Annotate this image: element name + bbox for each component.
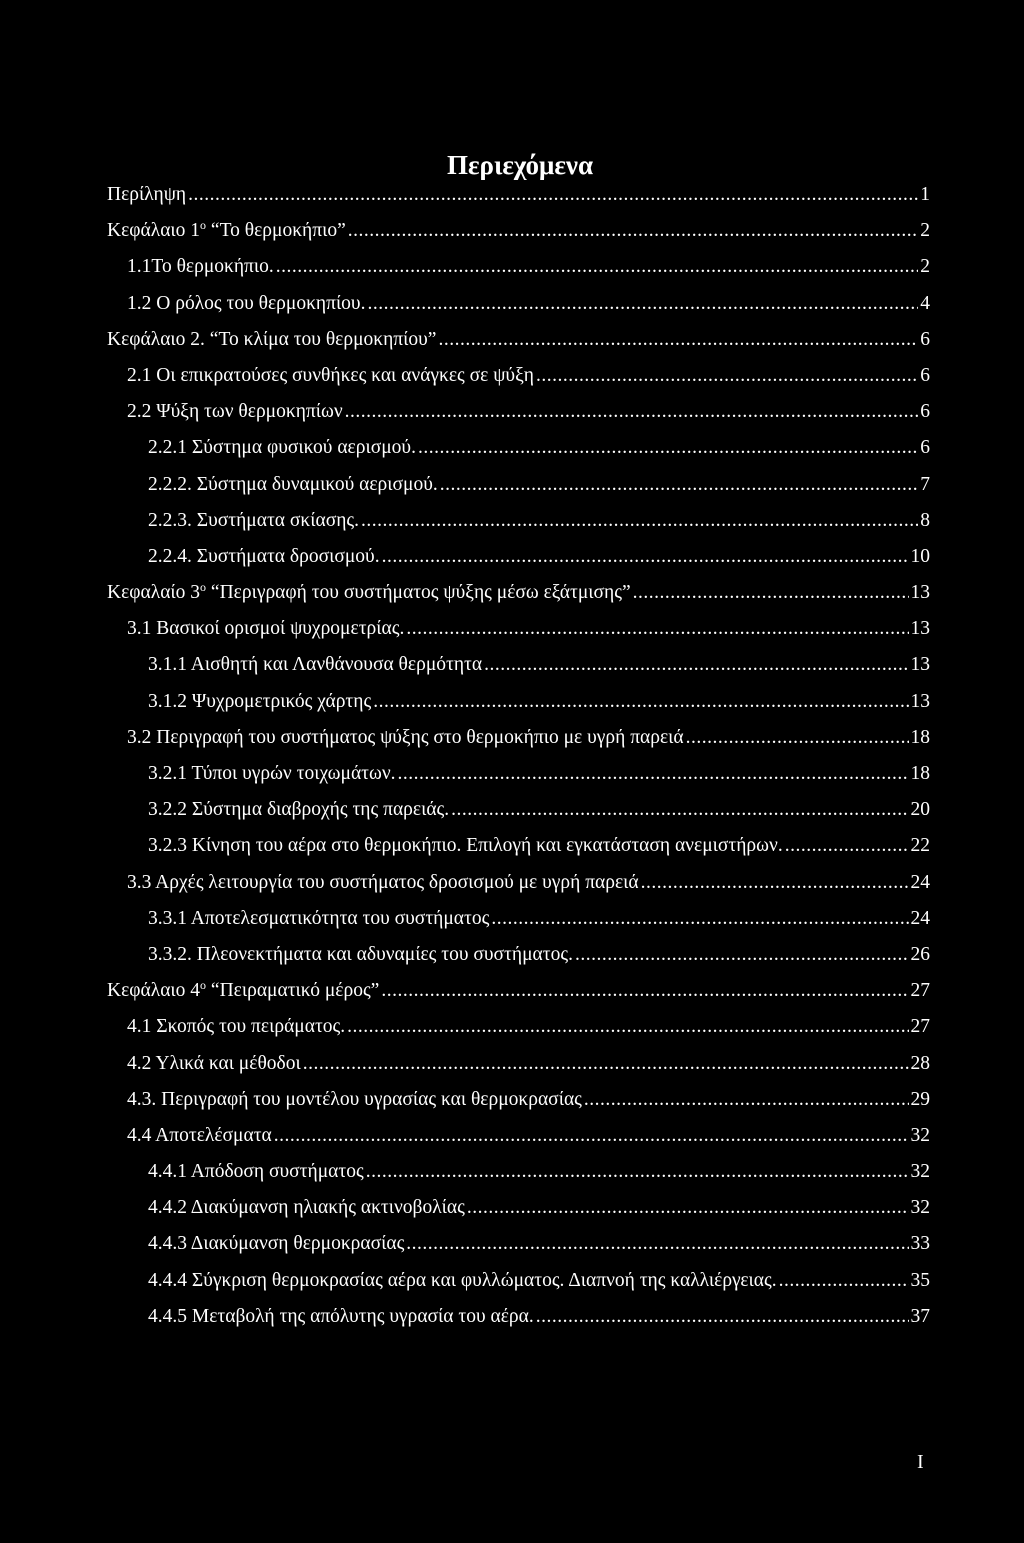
toc-entry-text: 4.2 Υλικά και μέθοδοι <box>127 1052 301 1074</box>
toc-entry-text: 4.4.3 Διακύμανση θερμοκρασίας <box>148 1233 405 1255</box>
toc-entry-text-continued: “Περιγραφή του συστήματος ψύξης μέσω εξάτμισης” <box>206 582 631 604</box>
toc-dot-leader <box>373 684 908 720</box>
toc-entry[interactable] <box>107 430 930 466</box>
toc-entry-title <box>127 358 536 394</box>
toc-entry-text: 4.4.1 Απόδοση συστήματος <box>148 1161 364 1183</box>
toc-dot-leader <box>366 1154 909 1190</box>
toc-entry[interactable] <box>107 1082 930 1118</box>
toc-entry-text: 4.3. Περιγραφή του μοντέλου υγρασίας και θερμοκρασίας <box>127 1088 582 1110</box>
toc-entry-page: 13 <box>910 618 930 640</box>
toc-dot-leader <box>451 792 908 828</box>
toc-dot-leader <box>440 467 919 503</box>
toc-entry-superscript: ο <box>200 978 207 993</box>
toc-entry[interactable] <box>107 973 930 1009</box>
toc-dot-leader <box>785 828 909 864</box>
toc-entry-text: 1.1Το θερμοκήπιο. <box>127 256 274 278</box>
toc-entry-text: 1.2 Ο ρόλος του θερμοκηπίου. <box>127 292 366 314</box>
toc-entry-title <box>148 503 361 539</box>
toc-entry-title <box>148 828 785 864</box>
toc-entry-title <box>127 1082 584 1118</box>
toc-dot-leader <box>641 865 909 901</box>
toc-entry-title <box>148 901 491 937</box>
toc-entry-text: Κεφάλαιο 2. “Το κλίμα του θερμοκηπίου” <box>107 328 437 350</box>
toc-entry[interactable] <box>107 1009 930 1045</box>
toc-dot-leader <box>491 901 908 937</box>
toc-entry[interactable] <box>107 322 930 358</box>
toc-dot-leader <box>686 720 909 756</box>
toc-entry-title <box>148 539 382 575</box>
toc-entry[interactable] <box>107 647 930 683</box>
toc-entry-text: 3.2.1 Τύποι υγρών τοιχωμάτων. <box>148 763 396 784</box>
toc-dot-leader <box>303 1046 909 1082</box>
toc-entry-text: Κεφάλαιο 4 <box>107 980 201 1002</box>
toc-entry[interactable] <box>107 286 930 322</box>
toc-entry[interactable] <box>107 865 930 901</box>
toc-entry[interactable] <box>107 1190 930 1226</box>
toc-entry[interactable] <box>107 828 930 864</box>
toc-entry-page: 13 <box>910 654 930 676</box>
toc-entry-title <box>148 430 418 466</box>
toc-entry[interactable] <box>107 539 930 575</box>
toc-entry-title <box>148 792 451 828</box>
toc-dot-leader <box>438 322 918 358</box>
toc-dot-leader <box>584 1082 909 1118</box>
toc-entry-title <box>107 322 438 358</box>
toc-dot-leader <box>418 430 918 466</box>
toc-entry-page: 7 <box>920 473 930 495</box>
toc-entry-page: 2 <box>920 220 930 242</box>
toc-entry-title <box>148 684 373 720</box>
toc-entry-title <box>127 249 276 285</box>
toc-entry[interactable] <box>107 1046 930 1082</box>
toc-entry[interactable] <box>107 756 930 792</box>
toc-dot-leader <box>536 1299 909 1335</box>
toc-entry-text: 4.4 Αποτελέσματα <box>127 1124 272 1146</box>
toc-entry-title <box>148 1190 467 1226</box>
toc-entry-title <box>127 865 641 901</box>
toc-entry[interactable] <box>107 213 930 249</box>
toc-dot-leader <box>347 1009 908 1045</box>
toc-entry-page: 4 <box>920 292 930 314</box>
toc-entry-page: 27 <box>910 1016 930 1038</box>
toc-entry-title <box>148 467 440 503</box>
toc-entry-text: 2.2.2. Σύστημα δυναμικού αερισμού. <box>148 473 438 495</box>
toc-entry-page: 32 <box>910 1197 930 1219</box>
toc-entry-title <box>127 1046 303 1082</box>
toc-entry-page: 22 <box>910 835 930 857</box>
toc-entry-text: 4.1 Σκοπός του πειράματος. <box>127 1016 346 1038</box>
toc-entry-page: 8 <box>920 509 930 531</box>
toc-entry[interactable] <box>107 575 930 611</box>
toc-entry[interactable] <box>107 937 930 973</box>
toc-entry-text: Κεφαλαίο 3 <box>107 582 201 604</box>
toc-entry[interactable] <box>107 611 930 647</box>
toc-entry-page: 32 <box>910 1124 930 1146</box>
toc-dot-leader <box>381 973 908 1009</box>
toc-entry-page: 10 <box>910 545 930 567</box>
toc-entry-page: 32 <box>910 1161 930 1183</box>
toc-entry-page: 6 <box>920 328 930 350</box>
toc-entry-text: 3.2.3 Κίνηση του αέρα στο θερμοκήπιο. Επιλογή και εγκατάσταση ανεμιστήρων. <box>148 835 783 857</box>
toc-entry-text: 3.1 Βασικοί ορισμοί ψυχρομετρίας. <box>127 618 405 640</box>
toc-entry-text-continued: “Το θερμοκήπιο” <box>206 220 346 242</box>
toc-entry-text: 3.2.2 Σύστημα διαβροχής της παρειάς. <box>148 799 450 821</box>
toc-entry-page: 29 <box>910 1088 930 1110</box>
toc-entry-text: 3.3.1 Αποτελεσματικότητα του συστήματος <box>148 907 490 929</box>
table-of-contents <box>107 177 930 1335</box>
toc-entry-title <box>127 286 367 322</box>
toc-entry-text: 2.2.4. Συστήματα δροσισμού. <box>148 545 380 567</box>
toc-entry-title <box>148 1263 779 1299</box>
toc-entry[interactable] <box>107 503 930 539</box>
toc-dot-leader <box>484 647 908 683</box>
toc-entry-superscript: ο <box>200 218 207 233</box>
toc-entry-text: Περίληψη <box>107 184 187 205</box>
toc-entry-text: 2.2 Ψύξη των θερμοκηπίων <box>127 401 343 423</box>
toc-entry-page: 13 <box>910 690 930 712</box>
toc-entry-page: 6 <box>920 401 930 423</box>
toc-entry-page: 6 <box>920 364 930 386</box>
toc-dot-leader <box>575 937 909 973</box>
toc-entry-text: 4.4.4 Σύγκριση θερμοκρασίας αέρα και φυλλώματος. Διαπνοή της καλλιέργειας. <box>148 1269 777 1291</box>
toc-dot-leader <box>382 539 909 575</box>
toc-dot-leader <box>633 575 909 611</box>
toc-entry-text: 2.1 Οι επικρατούσες συνθήκες και ανάγκες σε ψύξη <box>127 364 534 386</box>
toc-entry-text: 3.2 Περιγραφή του συστήματος ψύξης στο θερμοκήπιο με υγρή παρειά <box>127 726 684 748</box>
toc-dot-leader <box>779 1263 909 1299</box>
toc-entry-title <box>148 756 398 792</box>
toc-entry-page: 1 <box>920 184 930 205</box>
toc-entry-page: 26 <box>910 943 930 965</box>
toc-entry-page: 6 <box>920 437 930 459</box>
toc-entry-title <box>127 394 345 430</box>
toc-entry-page: 35 <box>910 1269 930 1291</box>
toc-entry-text: 3.3.2. Πλεονεκτήματα και αδυναμίες του συστήματος. <box>148 943 573 965</box>
toc-dot-leader <box>536 358 918 394</box>
toc-entry-page: 2 <box>920 256 930 278</box>
toc-entry[interactable] <box>107 1118 930 1154</box>
toc-entry-title <box>148 647 484 683</box>
toc-entry[interactable] <box>107 467 930 503</box>
toc-dot-leader <box>188 177 918 213</box>
toc-entry-title <box>107 213 348 249</box>
toc-entry[interactable] <box>107 1299 930 1335</box>
toc-dot-leader <box>276 249 918 285</box>
toc-dot-leader <box>467 1190 909 1226</box>
toc-entry[interactable] <box>107 358 930 394</box>
toc-entry-text: 4.4.2 Διακύμανση ηλιακής ακτινοβολίας <box>148 1197 465 1219</box>
toc-entry[interactable] <box>107 1154 930 1190</box>
toc-entry-superscript: ο <box>200 580 207 595</box>
toc-entry[interactable] <box>107 720 930 756</box>
toc-entry-page: 37 <box>910 1305 930 1327</box>
toc-entry[interactable] <box>107 249 930 285</box>
toc-dot-leader <box>398 756 909 792</box>
toc-entry-text: Κεφάλαιο 1 <box>107 220 201 242</box>
toc-entry[interactable] <box>107 901 930 937</box>
toc-entry-page: 33 <box>910 1233 930 1255</box>
toc-entry-title <box>148 1154 366 1190</box>
toc-entry-title <box>148 1226 406 1262</box>
toc-entry-title <box>127 1009 347 1045</box>
toc-entry-text-continued: “Πειραματικό μέρος” <box>206 980 380 1002</box>
toc-entry-text: 2.2.1 Σύστημα φυσικού αερισμού. <box>148 437 416 459</box>
toc-entry-text: 3.3 Αρχές λειτουργία του συστήματος δροσισμού με υγρή παρειά <box>127 871 639 893</box>
toc-entry-title <box>127 1118 274 1154</box>
toc-dot-leader <box>367 286 918 322</box>
toc-entry[interactable] <box>107 684 930 720</box>
toc-entry[interactable] <box>107 394 930 430</box>
page-number: I <box>917 1451 924 1473</box>
toc-entry-title <box>107 575 633 611</box>
toc-entry-title <box>107 973 381 1009</box>
toc-entry-title <box>127 611 406 647</box>
toc-entry-page: 20 <box>910 799 930 821</box>
toc-entry-page: 18 <box>910 726 930 748</box>
toc-dot-leader <box>348 213 918 249</box>
toc-entry-text: 2.2.3. Συστήματα σκίασης. <box>148 509 360 531</box>
toc-entry-page: 28 <box>910 1052 930 1074</box>
toc-dot-leader <box>274 1118 909 1154</box>
toc-dot-leader <box>345 394 919 430</box>
toc-entry[interactable] <box>107 1263 930 1299</box>
toc-dot-leader <box>361 503 918 539</box>
toc-entry[interactable] <box>107 792 930 828</box>
toc-entry-page: 27 <box>910 980 930 1002</box>
toc-entry-title <box>148 937 575 973</box>
page-title: Περιεχόμενα <box>446 150 594 181</box>
toc-dot-leader <box>406 611 908 647</box>
toc-entry-text: 3.1.2 Ψυχρομετρικός χάρτης <box>148 690 372 712</box>
toc-entry[interactable] <box>107 1226 930 1262</box>
toc-entry-text: 3.1.1 Αισθητή και Λανθάνουσα θερμότητα <box>148 654 483 676</box>
toc-entry-page: 24 <box>910 871 930 893</box>
toc-entry-title <box>127 720 686 756</box>
toc-entry-title <box>107 177 188 213</box>
toc-entry-page: 13 <box>910 582 930 604</box>
toc-entry-text: 4.4.5 Μεταβολή της απόλυτης υγρασία του αέρα. <box>148 1305 534 1327</box>
toc-entry[interactable] <box>107 177 930 213</box>
toc-dot-leader <box>406 1226 908 1262</box>
toc-entry-title <box>148 1299 536 1335</box>
toc-entry-page: 18 <box>910 763 930 784</box>
toc-entry-page: 24 <box>910 907 930 929</box>
